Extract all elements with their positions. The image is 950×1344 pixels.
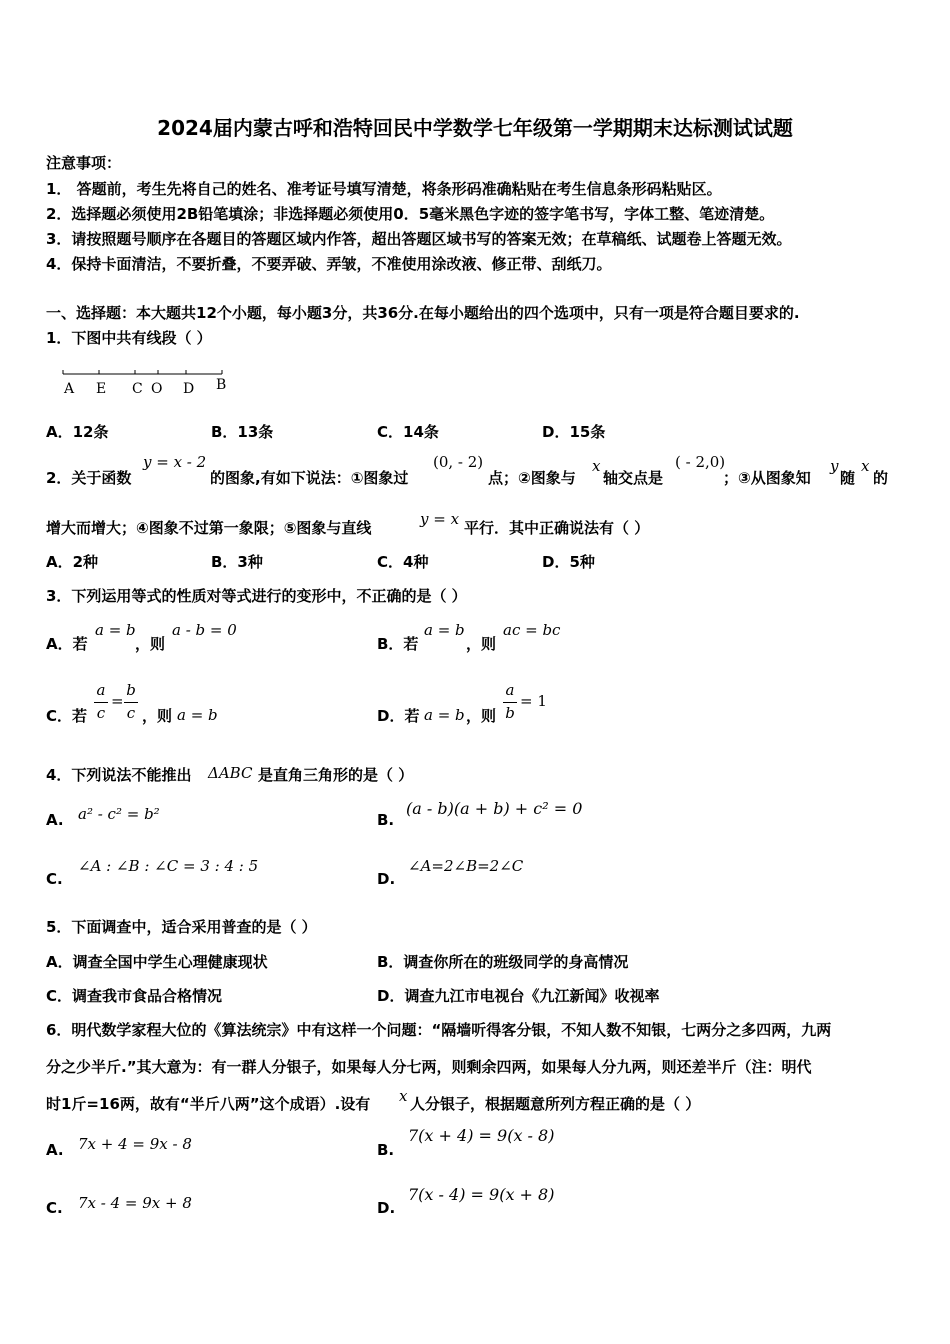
notice-item: 4．保持卡面清洁，不要折叠，不要弄破、弄皱，不准使用涂改液、修正带、刮纸刀。 bbox=[46, 255, 612, 273]
fraction-denominator: b bbox=[505, 704, 515, 722]
math-formula: (0, - 2) bbox=[433, 453, 484, 471]
math-formula: a = b bbox=[424, 706, 465, 724]
point-label: A bbox=[64, 381, 75, 397]
option: D．调查九江市电视台《九江新闻》收视率 bbox=[377, 987, 660, 1005]
question-3-stem: 3．下列运用等式的性质对等式进行的变形中，不正确的是（ ） bbox=[46, 587, 467, 605]
exam-title: 2024届内蒙古呼和浩特回民中学数学七年级第一学期期末达标测试试题 bbox=[157, 116, 793, 140]
question-6-text: 人分银子，根据题意所列方程正确的是（ ） bbox=[410, 1095, 701, 1113]
option: B．3种 bbox=[211, 553, 263, 571]
question-5-stem: 5．下面调查中，适合采用普查的是（ ） bbox=[46, 918, 317, 936]
option-b-label: B. bbox=[377, 811, 395, 829]
math-formula: 7(x - 4) = 9(x + 8) bbox=[408, 1185, 555, 1204]
option-text: ，则 bbox=[142, 707, 173, 725]
question-2-text: 点；②图象与 bbox=[488, 469, 576, 487]
question-2-text: ；③从图象知 bbox=[723, 469, 811, 487]
question-6-text: 6．明代数学家程大位的《算法统宗》中有这样一个问题：“隔墙听得客分银，不知人数不知银，七两分之多四两，九两 bbox=[46, 1021, 832, 1039]
option: C．4种 bbox=[377, 553, 429, 571]
math-formula: ∠A=2∠B=2∠C bbox=[408, 857, 524, 875]
point-label: B bbox=[216, 377, 227, 393]
question-1-stem: 1．下图中共有线段（ ） bbox=[46, 329, 212, 347]
math-formula: = 1 bbox=[520, 692, 547, 710]
math-formula: a - b = 0 bbox=[172, 621, 237, 639]
option-a-label: A．若 bbox=[46, 635, 88, 653]
option-text: ，则 bbox=[135, 635, 166, 653]
fraction-denominator: c bbox=[126, 704, 136, 722]
option: D．15条 bbox=[542, 423, 606, 441]
option-c-label: C. bbox=[46, 1199, 63, 1217]
option-a-label: A. bbox=[46, 811, 64, 829]
math-formula: ( - 2,0) bbox=[675, 453, 726, 471]
math-formula: 7x + 4 = 9x - 8 bbox=[78, 1135, 192, 1153]
option-text: ，则 bbox=[466, 707, 497, 725]
math-formula: x bbox=[399, 1087, 408, 1105]
option: D．5种 bbox=[542, 553, 595, 571]
math-formula: a = b bbox=[95, 621, 136, 639]
option-b-label: B．若 bbox=[377, 635, 419, 653]
option-b-label: B. bbox=[377, 1141, 395, 1159]
math-formula: a² - c² = b² bbox=[78, 805, 160, 823]
option: B．调查你所在的班级同学的身高情况 bbox=[377, 953, 629, 971]
option-c-label: C．若 bbox=[46, 707, 88, 725]
question-2-text: 随 bbox=[840, 469, 856, 487]
question-2-text: 2．关于函数 bbox=[46, 469, 132, 487]
math-formula: 7x - 4 = 9x + 8 bbox=[78, 1194, 192, 1212]
math-formula: = bbox=[111, 692, 124, 710]
option-a-label: A. bbox=[46, 1141, 64, 1159]
question-6-text: 时1斤=16两，故有“半斤八两”这个成语）.设有 bbox=[46, 1095, 371, 1113]
option-text: ，则 bbox=[466, 635, 497, 653]
segment-diagram bbox=[55, 366, 245, 400]
question-2-text: 增大而增大；④图象不过第一象限；⑤图象与直线 bbox=[46, 519, 372, 537]
math-formula: ∠A : ∠B : ∠C = 3 : 4 : 5 bbox=[78, 857, 259, 875]
math-formula: y = x - 2 bbox=[143, 453, 207, 471]
fraction-bar bbox=[124, 702, 138, 703]
option-d-label: D．若 bbox=[377, 707, 420, 725]
option-d-label: D. bbox=[377, 870, 396, 888]
math-formula: a = b bbox=[177, 706, 218, 724]
section-heading: 一、选择题：本大题共12个小题，每小题3分，共36分.在每小题给出的四个选项中，只有一项是符合题目要求的. bbox=[46, 304, 800, 322]
math-formula: y = x bbox=[420, 510, 460, 528]
math-formula: ac = bc bbox=[503, 621, 561, 639]
option: A．12条 bbox=[46, 423, 109, 441]
fraction-denominator: c bbox=[96, 704, 106, 722]
fraction-numerator: a bbox=[96, 681, 106, 699]
fraction-numerator: b bbox=[126, 681, 136, 699]
notice-item: 3．请按照题号顺序在各题目的答题区域内作答，超出答题区域书写的答案无效；在草稿纸、试题卷上答题无效。 bbox=[46, 230, 792, 248]
question-2-text: 的 bbox=[873, 469, 889, 487]
option: A．调查全国中学生心理健康现状 bbox=[46, 953, 268, 971]
question-2-text: 轴交点是 bbox=[603, 469, 664, 487]
option: C．14条 bbox=[377, 423, 439, 441]
notice-item: 2．选择题必须使用2B铅笔填涂；非选择题必须使用0．5毫米黑色字迹的签字笔书写，字体工整、笔迹清楚。 bbox=[46, 205, 775, 223]
math-formula: x bbox=[592, 457, 601, 475]
math-formula: ΔABC bbox=[208, 764, 253, 782]
math-formula: x bbox=[861, 457, 870, 475]
math-formula: 7(x + 4) = 9(x - 8) bbox=[408, 1126, 555, 1145]
point-label: E bbox=[96, 381, 107, 397]
question-6-text: 分之少半斤.”其大意为：有一群人分银子，如果每人分七两，则剩余四两，如果每人分九两，则还差半斤（注：明代 bbox=[46, 1058, 812, 1076]
option-d-label: D. bbox=[377, 1199, 396, 1217]
notice-heading: 注意事项： bbox=[46, 154, 122, 172]
fraction-bar bbox=[503, 702, 517, 703]
point-label: O bbox=[151, 381, 163, 397]
fraction-bar bbox=[94, 702, 108, 703]
option: B．13条 bbox=[211, 423, 274, 441]
option: C．调查我市食品合格情况 bbox=[46, 987, 223, 1005]
option: A．2种 bbox=[46, 553, 99, 571]
math-formula: y bbox=[830, 457, 839, 475]
option-c-label: C. bbox=[46, 870, 63, 888]
math-formula: a = b bbox=[424, 621, 465, 639]
point-label: D bbox=[183, 381, 195, 397]
question-4-stem: 是直角三角形的是（ ） bbox=[258, 766, 414, 784]
math-formula: (a - b)(a + b) + c² = 0 bbox=[406, 799, 583, 818]
question-2-text: 平行．其中正确说法有（ ） bbox=[464, 519, 650, 537]
question-4-stem: 4．下列说法不能推出 bbox=[46, 766, 192, 784]
point-label: C bbox=[132, 381, 143, 397]
notice-item: 1． 答题前，考生先将自己的姓名、准考证号填写清楚，将条形码准确粘贴在考生信息条形码粘贴区。 bbox=[46, 180, 722, 198]
fraction-numerator: a bbox=[505, 681, 515, 699]
question-2-text: 的图象,有如下说法：①图象过 bbox=[210, 469, 409, 487]
